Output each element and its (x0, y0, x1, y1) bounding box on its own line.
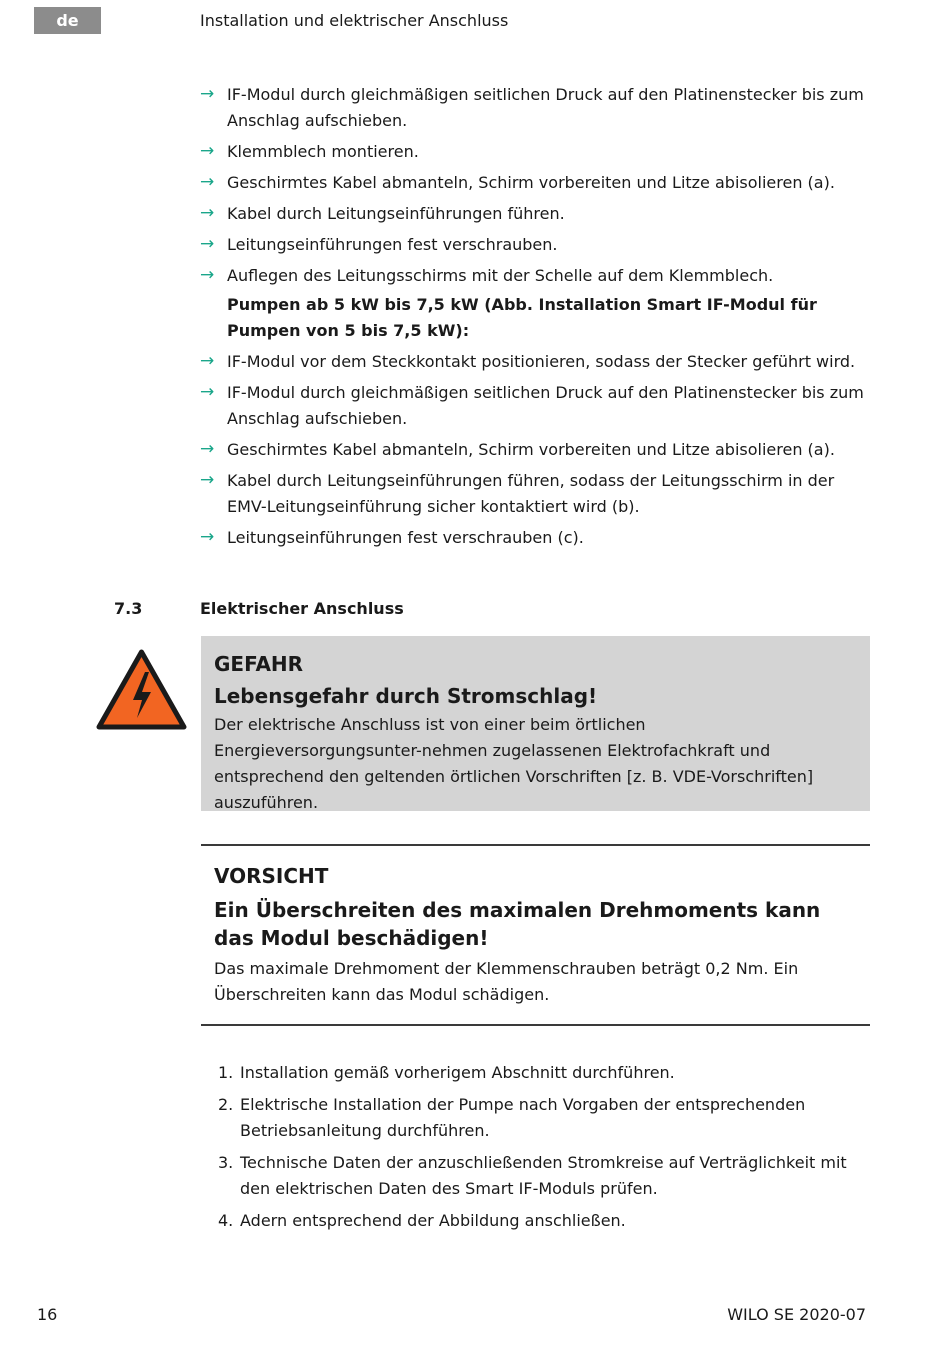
page-header-title: Installation und elektrischer Anschluss (200, 11, 509, 30)
step-item: → Kabel durch Leitungseinführungen führen. (200, 203, 565, 223)
step-item: → Auflegen des Leitungsschirms mit der Schelle auf dem Klemmblech. (200, 265, 774, 285)
step-item: → Klemmblech montieren. (200, 141, 419, 161)
arrow-right-icon: → (200, 351, 215, 371)
arrow-right-icon: → (200, 470, 215, 490)
step-item: → IF-Modul vor dem Steckkontakt positionieren, sodass der Stecker geführt wird. (200, 351, 856, 371)
page-number: 16 (37, 1305, 58, 1324)
step-item: → IF-Modul durch gleichmäßigen seitlichen Druck auf den Platinenstecker bis zum Anschlag aufschieben. (200, 382, 864, 428)
arrow-right-icon: → (200, 141, 215, 161)
arrow-right-icon: → (200, 527, 215, 547)
danger-text: Der elektrische Anschluss ist von einer beim örtlichen Energieversorgungsunter-nehmen zugelassenen Elektrofachkraft und entsprechend den geltenden örtlichen Vorschriften [z. B. VDE-Vorschriften] auszuführen. (214, 715, 814, 812)
footer-publisher: WILO SE 2020-07 (727, 1305, 866, 1324)
numbered-step: 3. Technische Daten der anzuschließenden Stromkreise auf Verträglichkeit mit den elektrischen Daten des Smart IF-Moduls prüfen. (218, 1153, 847, 1198)
danger-notice (201, 636, 870, 811)
arrow-right-icon: → (200, 172, 215, 192)
section-number: 7.3 (114, 599, 143, 618)
steps-subheading: Pumpen ab 5 kW bis 7,5 kW (Abb. Installation Smart IF-Modul für Pumpen von 5 bis 7,5 kW): (227, 295, 817, 340)
caution-notice (201, 844, 870, 1026)
section-title: Elektrischer Anschluss (200, 599, 404, 618)
caution-label: VORSICHT (214, 864, 329, 888)
danger-label: GEFAHR (214, 652, 304, 676)
step-item: → Kabel durch Leitungseinführungen führen, sodass der Leitungsschirm in der EMV-Leitungseinführung sicher kontaktiert wird (b). (200, 470, 835, 516)
step-item: → Geschirmtes Kabel abmanteln, Schirm vorbereiten und Litze abisolieren (a). (200, 439, 835, 459)
arrow-right-icon: → (200, 382, 215, 402)
arrow-right-icon: → (200, 84, 215, 104)
language-tab: de (34, 7, 101, 34)
instruction-steps (200, 82, 872, 556)
step-item: → Leitungseinführungen fest verschrauben. (200, 234, 558, 254)
numbered-step: 1. Installation gemäß vorherigem Abschnitt durchführen. (218, 1063, 675, 1082)
arrow-right-icon: → (200, 203, 215, 223)
numbered-steps (214, 1060, 874, 1240)
arrow-right-icon: → (200, 234, 215, 254)
step-item: → Leitungseinführungen fest verschrauben (c). (200, 527, 584, 547)
step-item: → Geschirmtes Kabel abmanteln, Schirm vorbereiten und Litze abisolieren (a). (200, 172, 835, 192)
caution-headline: Ein Überschreiten des maximalen Drehmoments kann das Modul beschädigen! (214, 898, 821, 950)
caution-text: Das maximale Drehmoment der Klemmenschrauben beträgt 0,2 Nm. Ein Überschreiten kann das Modul schädigen. (214, 959, 799, 1004)
danger-headline: Lebensgefahr durch Stromschlag! (214, 684, 598, 708)
arrow-right-icon: → (200, 265, 215, 285)
electric-hazard-icon (95, 648, 188, 732)
arrow-right-icon: → (200, 439, 215, 459)
numbered-step: 2. Elektrische Installation der Pumpe nach Vorgaben der entsprechenden Betriebsanleitung durchführen. (218, 1095, 806, 1140)
step-item: → IF-Modul durch gleichmäßigen seitlichen Druck auf den Platinenstecker bis zum Anschlag aufschieben. (200, 84, 864, 130)
numbered-step: 4. Adern entsprechend der Abbildung anschließen. (218, 1211, 626, 1230)
